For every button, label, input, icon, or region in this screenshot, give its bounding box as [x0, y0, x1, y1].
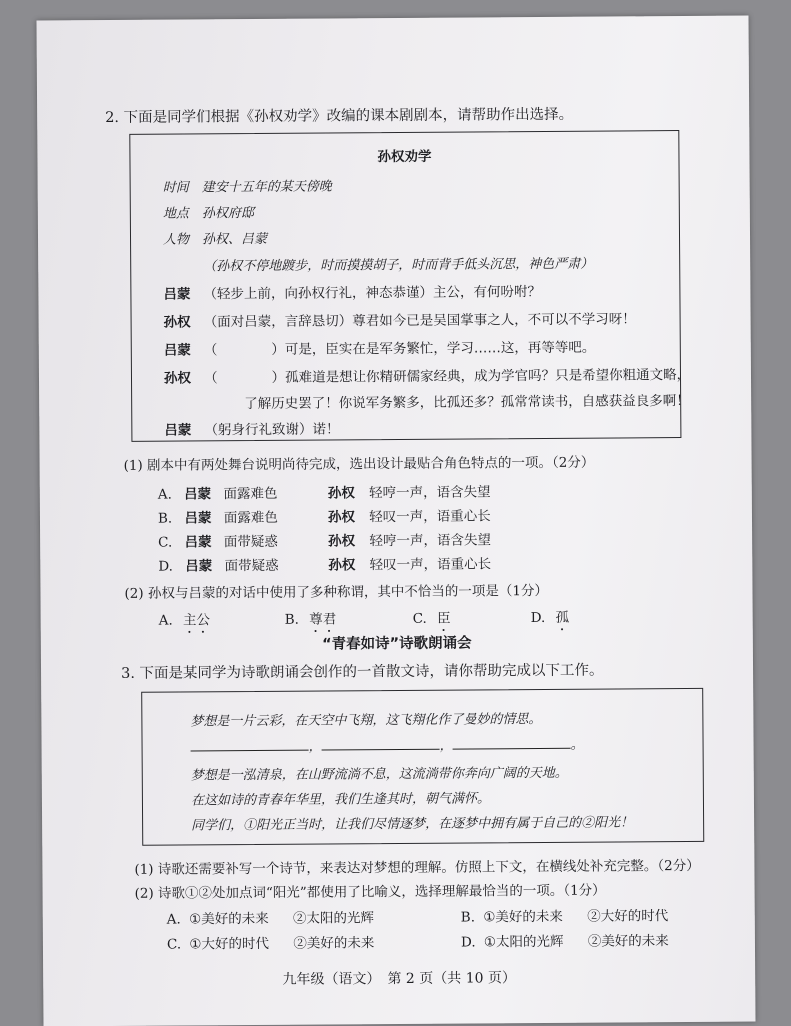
option-letter: D. [460, 934, 476, 951]
option-action: 面带疑惑 [223, 533, 278, 551]
option-speaker: 孙权 [327, 509, 356, 526]
exam-paper [36, 16, 755, 1026]
q2-sub1-option-a[interactable] [158, 482, 278, 503]
q2-sub1-option-c[interactable] [158, 530, 278, 551]
q2-sub1-option-d-part2 [328, 552, 491, 573]
poem-line: 梦想是一片云彩，在天空中飞翔，这飞翔化作了曼妙的情思。 [190, 711, 542, 730]
answer-blank[interactable] [322, 737, 440, 751]
option-action: 面带疑惑 [224, 557, 279, 575]
script-stage-direction: （孙权不停地踱步，时而摸摸胡子，时而背手低头沉思，神色严肃） [203, 256, 594, 275]
option-letter: C. [412, 610, 427, 627]
q2-sub2-option-c[interactable] [413, 607, 451, 635]
option-letter: B. [284, 611, 299, 628]
poem-line: 同学们，①阳光正当时，让我们尽情逐梦，在逐梦中拥有属于自己的②阳光！ [191, 815, 634, 834]
option-letter: D. [158, 558, 174, 575]
option-part2: ②太阳的光辉 [292, 910, 375, 927]
q3-option-a[interactable] [167, 906, 374, 927]
q2-sub1-option-b[interactable] [158, 506, 278, 527]
option-action: 轻叹一声，语重心长 [369, 508, 491, 526]
option-letter: A. [166, 911, 181, 928]
option-speaker: 孙权 [328, 557, 356, 574]
poem-blank-line[interactable]: ， ， 。 [190, 734, 570, 756]
option-speaker: 吕蒙 [185, 558, 213, 575]
q2-sub1-option-d[interactable] [158, 554, 278, 575]
script-heading: 孙权劝学 [377, 148, 432, 166]
q3-option-c[interactable] [167, 931, 374, 952]
line-text: （ ）可是，臣实在是军务繁忙，学习……这，再等等吧。 [203, 339, 596, 359]
speaker: 孙权 [163, 314, 191, 331]
script-line [164, 336, 596, 359]
script-time: 时间 建安十五年的某天傍晚 [162, 179, 332, 196]
option-speaker: 吕蒙 [184, 510, 212, 527]
poem-line: 梦想是一泓清泉，在山野流淌不息，这流淌带你奔向广阔的天地。 [190, 765, 568, 784]
q2-sub1-option-c-part2 [328, 528, 491, 549]
question-2-title: 2. 下面是同学们根据《孙权劝学》改编的课本剧剧本，请帮助作出选择。 [105, 106, 574, 127]
q3-option-d[interactable] [461, 929, 669, 950]
speaker: 孙权 [163, 370, 192, 387]
speaker: 吕蒙 [164, 422, 192, 439]
q2-sub1-option-b-part2 [328, 504, 491, 525]
script-line [163, 280, 541, 303]
q2-sub2-stem: (2) 孙权与吕蒙的对话中使用了多种称谓，其中不恰当的一项是（1分） [124, 582, 549, 602]
option-letter: A. [158, 612, 173, 629]
poem-line: 在这如诗的青春年华里，我们生逢其时，朝气满怀。 [190, 791, 491, 809]
option-part2: ②美好的未来 [587, 933, 669, 950]
option-speaker: 吕蒙 [184, 534, 212, 551]
page-footer: 九年级（语文） 第 2 页（共 10 页） [282, 970, 517, 988]
script-line [164, 307, 636, 330]
option-letter: B. [157, 510, 173, 527]
option-part2: ②大好的时代 [587, 908, 669, 925]
question-3-title: 3. 下面是某同学为诗歌朗诵会创作的一首散文诗，请你帮助完成以下工作。 [121, 662, 604, 682]
option-action: 轻哼一声，语含失望 [369, 484, 491, 502]
option-letter: B. [460, 909, 476, 926]
script-box [129, 130, 691, 442]
q3-sub1-stem: (1) 诗歌还需要补写一个诗节，来表达对梦想的理解。仿照上下文，在横线处补充完整。（2分） [134, 857, 700, 878]
option-part1: ①美好的未来 [189, 910, 269, 928]
answer-blank[interactable] [191, 738, 309, 752]
option-speaker: 孙权 [328, 533, 356, 550]
option-action: 轻叹一声，语重心长 [369, 556, 492, 574]
option-letter: A. [157, 486, 172, 503]
option-action: 面露难色 [223, 485, 278, 503]
option-text: 臣 [437, 610, 451, 627]
option-part2: ②美好的未来 [293, 935, 375, 952]
section-title: “青春如诗”诗歌朗诵会 [322, 635, 472, 653]
answer-blank[interactable] [453, 736, 571, 750]
script-line-continued: 了解历史罢了！你说军务繁多，比孤还多？孤常常读书，自感获益良多啊！ [244, 392, 690, 413]
q3-option-b[interactable] [461, 904, 669, 925]
option-part1: ①美好的未来 [483, 908, 563, 926]
script-line [164, 363, 690, 387]
option-part1: ①大好的时代 [189, 935, 270, 953]
q3-sub2-stem: (2) 诗歌①②处加点词“阳光”都使用了比喻义，选择理解最恰当的一项。（1分） [134, 882, 606, 902]
option-letter: C. [166, 936, 182, 953]
line-text: （ ）孤难道是想让你精研儒家经典，成为学官吗？只是希望你粗通文略， [204, 366, 691, 387]
speaker: 吕蒙 [163, 342, 191, 359]
option-speaker: 吕蒙 [184, 486, 212, 503]
option-text: 尊君 [309, 611, 337, 628]
poem-box [141, 688, 704, 846]
script-people: 人物 孙权、吕蒙 [162, 231, 268, 248]
option-text: 主公 [182, 612, 211, 629]
q2-sub1-option-a-part2 [328, 480, 491, 501]
option-text: 孤 [555, 609, 570, 626]
option-speaker: 孙权 [327, 485, 355, 502]
option-letter: D. [530, 609, 546, 627]
line-text: （轻步上前，向孙权行礼，神态恭谨）主公，有何吩咐？ [203, 283, 542, 303]
option-action: 面露难色 [223, 509, 278, 527]
option-part1: ①太阳的光辉 [483, 933, 564, 951]
speaker: 吕蒙 [163, 286, 191, 303]
line-text: （躬身行礼致谢）诺！ [204, 421, 340, 439]
q2-sub2-option-d[interactable] [531, 606, 570, 634]
script-place: 地点 孙权府邸 [162, 205, 254, 222]
option-letter: C. [158, 534, 173, 551]
line-text: （面对吕蒙，言辞恳切）尊君如今已是吴国掌事之人，不可以不学习呀！ [203, 311, 636, 331]
q2-sub1-stem: (1) 剧本中有两处舞台说明尚待完成，选出设计最贴合角色特点的一项。（2分） [123, 454, 595, 474]
option-action: 轻哼一声，语含失望 [369, 532, 491, 550]
script-line [164, 417, 339, 438]
